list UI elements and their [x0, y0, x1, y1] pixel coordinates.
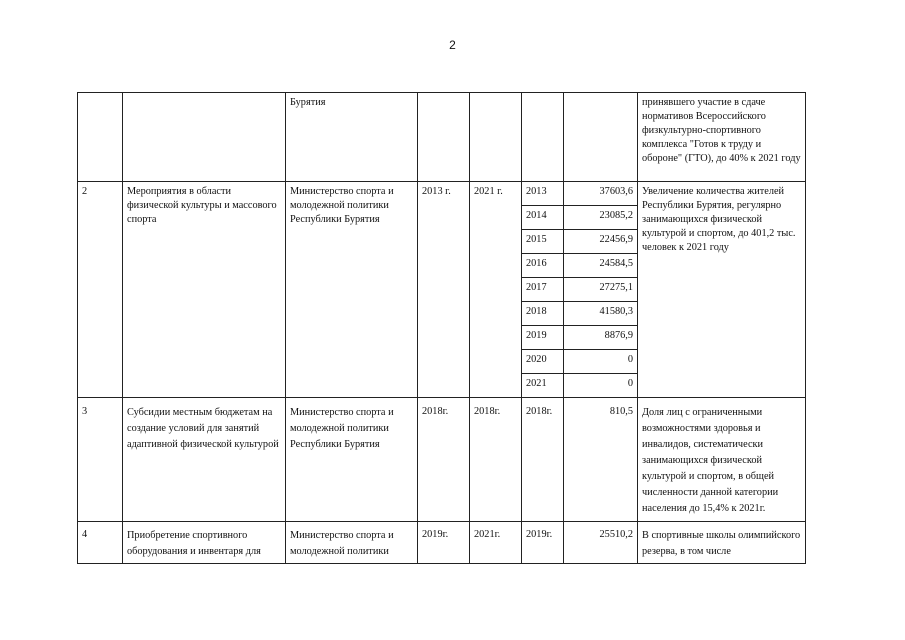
cell-end: [470, 93, 522, 182]
cell-result: Увеличение количества жителей Республики Бурятия, регулярно занимающихся физической культурой и спортом, до 401,2 тыс. человек к 2021 году: [638, 182, 806, 398]
cell-value: 810,5: [564, 398, 638, 522]
cell-name: [123, 93, 286, 182]
cell-number: [78, 93, 123, 182]
cell-number: 3: [78, 398, 123, 522]
cell-value-2019: 8876,9: [564, 326, 638, 350]
cell-year-2015: 2015: [522, 230, 564, 254]
cell-value-2016: 24584,5: [564, 254, 638, 278]
cell-executor: Министерство спорта и молодежной политики Республики Бурятия: [286, 182, 418, 398]
cell-year-2021: 2021: [522, 374, 564, 398]
cell-year-2016: 2016: [522, 254, 564, 278]
cell-result: принявшего участие в сдаче нормативов Всероссийского физкультурно-спортивного комплекса "Готов к труду и обороне" (ГТО), до 40% к 2021 году: [638, 93, 806, 182]
cell-start: 2019г.: [418, 522, 470, 564]
cell-year-2013: 2013: [522, 182, 564, 206]
table-row-2: [78, 182, 806, 206]
table-row-continuation: [78, 93, 806, 182]
cell-start: 2013 г.: [418, 182, 470, 398]
cell-start: 2018г.: [418, 398, 470, 522]
page-number: 2: [449, 38, 456, 52]
cell-executor: Министерство спорта и молодежной политики Республики Бурятия: [286, 398, 418, 522]
cell-value-2020: 0: [564, 350, 638, 374]
cell-value-2015: 22456,9: [564, 230, 638, 254]
cell-value: 25510,2: [564, 522, 638, 564]
cell-value-2017: 27275,1: [564, 278, 638, 302]
cell-end: 2021 г.: [470, 182, 522, 398]
cell-value: [564, 93, 638, 182]
cell-year: 2018г.: [522, 398, 564, 522]
cell-executor: Министерство спорта и молодежной политики: [286, 522, 418, 564]
cell-year: 2019г.: [522, 522, 564, 564]
cell-year-2019: 2019: [522, 326, 564, 350]
cell-executor: Бурятия: [286, 93, 418, 182]
cell-year-2014: 2014: [522, 206, 564, 230]
cell-year-2017: 2017: [522, 278, 564, 302]
cell-name: Субсидии местным бюджетам на создание условий для занятий адаптивной физической культурой: [123, 398, 286, 522]
program-table: [77, 92, 806, 564]
cell-value-2014: 23085,2: [564, 206, 638, 230]
table-row-4: [78, 522, 806, 564]
cell-value-2018: 41580,3: [564, 302, 638, 326]
cell-start: [418, 93, 470, 182]
cell-result: Доля лиц с ограниченными возможностями здоровья и инвалидов, систематически занимающихся физической культурой и спортом, в общей численности данной категории населения до 15,4% к 2021г.: [638, 398, 806, 522]
cell-number: 4: [78, 522, 123, 564]
cell-value-2013: 37603,6: [564, 182, 638, 206]
cell-year-2018: 2018: [522, 302, 564, 326]
cell-number: 2: [78, 182, 123, 398]
cell-name: Приобретение спортивного оборудования и инвентаря для: [123, 522, 286, 564]
cell-year: [522, 93, 564, 182]
cell-value-2021: 0: [564, 374, 638, 398]
cell-result: В спортивные школы олимпийского резерва, в том числе: [638, 522, 806, 564]
cell-year-2020: 2020: [522, 350, 564, 374]
cell-end: 2018г.: [470, 398, 522, 522]
table-row-3: [78, 398, 806, 522]
cell-name: Мероприятия в области физической культуры и массового спорта: [123, 182, 286, 398]
cell-end: 2021г.: [470, 522, 522, 564]
